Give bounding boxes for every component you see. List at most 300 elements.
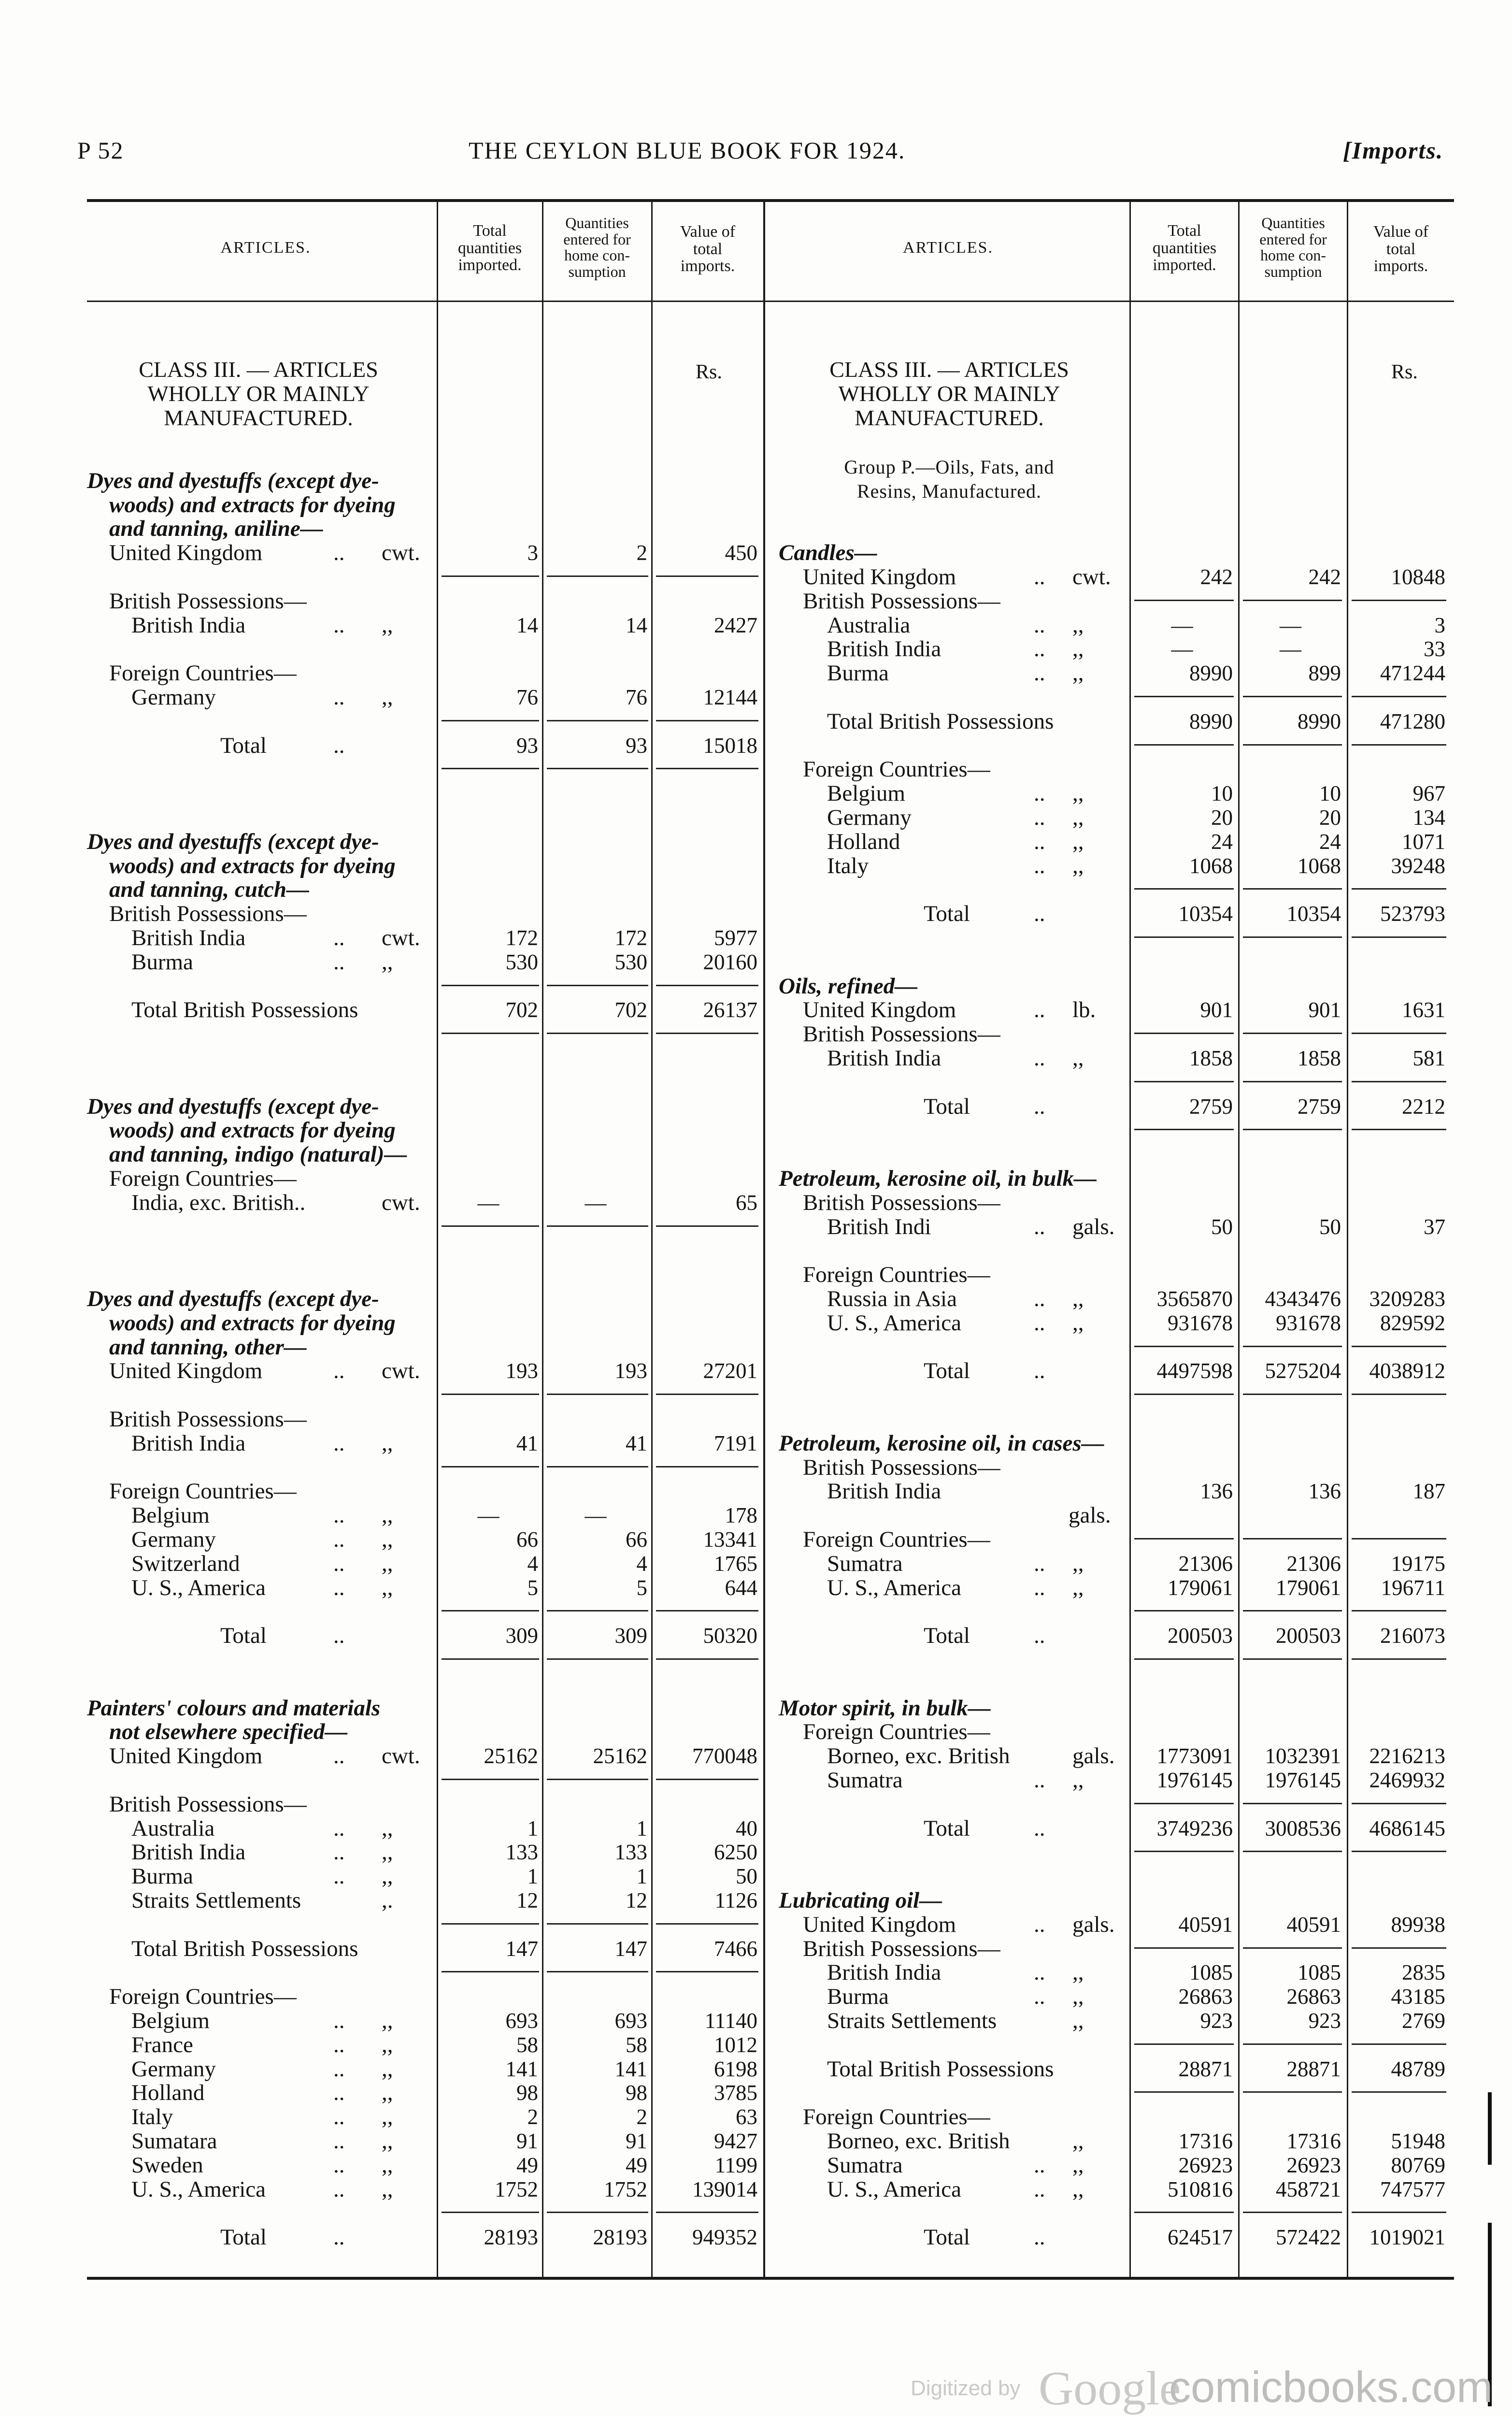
row-unit: ,,	[382, 2104, 393, 2130]
row-label: Total British Possessions	[131, 1936, 358, 1961]
row-label: British Indi	[827, 1214, 931, 1239]
subtotal-rule	[1352, 1947, 1446, 1949]
cell-value: 11140	[704, 2009, 757, 2033]
row-label: U. S., America	[827, 2176, 962, 2202]
row-label: Total	[924, 1358, 970, 1384]
cell-total-qty: 931678	[1168, 1310, 1233, 1335]
cell-value: 4038912	[1369, 1359, 1445, 1383]
subtotal-rule	[1243, 1658, 1342, 1660]
row-unit: cwt.	[382, 1190, 420, 1215]
row-label: British India	[131, 612, 246, 638]
table-bottom-rule	[87, 2277, 1454, 2280]
row-label: Belgium	[131, 1503, 210, 1528]
row-label: Dyes and dyestuffs (except dye-	[87, 1093, 379, 1119]
cell-value: 6198	[714, 2056, 757, 2081]
col-header-line: imported.	[1153, 256, 1216, 274]
row-leader-dots: ..	[1034, 1093, 1045, 1119]
cell-total-qty: 1858	[1189, 1046, 1233, 1070]
cell-total-qty: 3749236	[1156, 1816, 1233, 1841]
subtotal-rule	[656, 1658, 758, 1660]
cell-total-qty: 21306	[1178, 1551, 1233, 1576]
subtotal-rule	[1134, 2212, 1234, 2213]
row-label: Belgium	[827, 781, 905, 806]
cell-value: 43185	[1391, 1985, 1445, 2009]
row-leader-dots: ..	[333, 685, 345, 710]
cell-value: 19175	[1391, 1551, 1445, 1576]
row-label: not elsewhere specified—	[109, 1719, 348, 1745]
subtotal-rule	[1352, 1610, 1446, 1611]
cell-value: 949352	[692, 2225, 757, 2250]
row-label: woods) and extracts for dyeing	[109, 1310, 396, 1336]
row-label: Dyes and dyestuffs (except dye-	[87, 829, 379, 854]
row-label: United Kingdom	[109, 1358, 263, 1384]
cell-total-qty: 4	[527, 1551, 538, 1576]
row-label: United Kingdom	[803, 1912, 956, 1937]
subtotal-rule	[1243, 744, 1342, 746]
row-label: Germany	[131, 685, 216, 710]
row-unit: ,,	[1072, 805, 1084, 830]
cell-home-qty: 5275204	[1265, 1359, 1341, 1383]
row-label: British Possessions—	[803, 1021, 1000, 1047]
row-unit: gals.	[1072, 1912, 1115, 1937]
row-label: Foreign Countries—	[803, 1527, 990, 1552]
cell-home-qty: 4	[636, 1551, 647, 1576]
row-label: Burma	[131, 1864, 193, 1889]
cell-value: 139014	[692, 2177, 757, 2201]
row-label: Lubricating oil—	[779, 1888, 942, 1913]
subtotal-rule	[442, 720, 539, 721]
cell-home-qty: 25162	[593, 1744, 647, 1769]
column-rule	[1129, 200, 1131, 2278]
row-label: British India	[827, 1479, 941, 1504]
watermark-site: comicbooks.com	[1169, 2363, 1493, 2412]
row-leader-dots: ..	[333, 612, 345, 638]
subtotal-rule	[1134, 1033, 1234, 1034]
subtotal-rule	[656, 2212, 758, 2213]
cell-value: 178	[725, 1503, 757, 1528]
row-label: Australia	[131, 1815, 215, 1841]
cell-value: 2216213	[1369, 1744, 1445, 1769]
row-leader-dots: ..	[1034, 853, 1045, 878]
subtotal-rule	[1243, 1346, 1342, 1347]
row-label: British India	[131, 925, 246, 950]
cell-value: 1071	[1402, 829, 1445, 854]
row-unit: ,,	[1072, 1984, 1084, 2010]
row-label: Burma	[827, 661, 889, 686]
row-unit: gals.	[1072, 1743, 1115, 1769]
row-label: Burma	[827, 1984, 889, 2010]
row-label: Germany	[131, 2056, 216, 2082]
cell-total-qty: 624517	[1168, 2225, 1233, 2250]
row-unit: ,,	[382, 1815, 393, 1841]
row-leader-dots: ..	[1034, 829, 1045, 854]
row-label: Oils, refined—	[779, 973, 918, 999]
row-label: Petroleum, kerosine oil, in bulk—	[779, 1166, 1097, 1191]
row-unit: gals.	[1072, 1214, 1115, 1239]
cell-home-qty: 58	[626, 2032, 647, 2057]
row-unit: ,,	[382, 2080, 393, 2106]
subtotal-rule	[442, 2212, 539, 2213]
cell-total-qty: 20	[1211, 805, 1233, 830]
row-label: and tanning, cutch—	[109, 877, 309, 903]
column-rule	[1238, 200, 1240, 2278]
row-leader-dots: ..	[1034, 2152, 1045, 2178]
cell-home-qty: 20	[1319, 805, 1341, 830]
subtotal-rule	[1243, 1081, 1342, 1082]
cell-home-qty: 899	[1308, 661, 1341, 686]
cell-total-qty: 147	[505, 1936, 538, 1961]
column-rule	[1347, 200, 1348, 2278]
row-label: Italy	[827, 853, 869, 878]
cell-value: 2212	[1402, 1094, 1445, 1119]
class-heading-line: CLASS III. — ARTICLES	[139, 357, 378, 382]
cell-value: 13341	[703, 1527, 757, 1552]
cell-total-qty: 1	[527, 1864, 538, 1889]
group-heading	[773, 455, 1126, 503]
row-unit: ,,	[1072, 612, 1084, 638]
cell-total-qty: 26863	[1178, 1985, 1233, 2009]
subtotal-rule	[1243, 696, 1342, 697]
row-label: Belgium	[131, 2008, 210, 2033]
row-label: United Kingdom	[803, 997, 956, 1023]
row-label: and tanning, other—	[109, 1334, 307, 1360]
row-leader-dots: ..	[333, 1527, 345, 1552]
row-unit: ,,	[382, 685, 393, 710]
col-header-total-qty	[1131, 222, 1238, 274]
row-label: British India	[827, 636, 941, 662]
cell-home-qty: 2759	[1298, 1094, 1341, 1119]
row-unit: cwt.	[382, 1743, 420, 1769]
subtotal-rule	[656, 1466, 758, 1467]
subtotal-rule	[1243, 1947, 1342, 1949]
cell-home-qty: 5	[636, 1575, 647, 1600]
subtotal-rule	[442, 1658, 539, 1660]
cell-value: 9427	[714, 2129, 757, 2153]
cell-total-qty: 5	[527, 1575, 538, 1600]
cell-value: 40	[736, 1816, 757, 1841]
col-header-value	[653, 223, 762, 275]
cell-value: 450	[725, 541, 757, 565]
cell-total-qty: 1752	[495, 2177, 538, 2201]
class-heading-line: WHOLLY OR MAINLY	[838, 381, 1060, 406]
cell-value: 471244	[1380, 661, 1445, 686]
subtotal-rule	[1352, 1803, 1446, 1804]
subtotal-rule	[1352, 1346, 1446, 1347]
subtotal-rule	[1243, 2043, 1342, 2045]
row-unit: ,,	[1072, 1286, 1084, 1311]
subtotal-rule	[547, 575, 648, 577]
row-leader-dots: ..	[333, 1623, 345, 1649]
row-leader-dots: ..	[333, 2008, 345, 2033]
cell-home-qty: —	[585, 1190, 607, 1215]
cell-value: 1199	[714, 2153, 757, 2177]
row-leader-dots: ..	[333, 1503, 345, 1528]
row-unit: ,,	[1072, 636, 1084, 662]
cell-home-qty: 179061	[1276, 1575, 1341, 1600]
cell-total-qty: 200503	[1168, 1624, 1233, 1648]
subtotal-rule	[547, 1610, 648, 1611]
subtotal-rule	[656, 720, 758, 721]
subtotal-rule	[1134, 744, 1234, 746]
subtotal-rule	[1352, 600, 1446, 601]
subtotal-rule	[1243, 2091, 1342, 2093]
subtotal-rule	[547, 768, 648, 769]
cell-home-qty: 2	[636, 541, 647, 565]
cell-home-qty: 193	[614, 1359, 647, 1383]
col-header-line: Total	[1168, 222, 1201, 240]
row-leader-dots: ..	[1034, 1551, 1045, 1576]
row-unit: cwt.	[382, 925, 420, 950]
row-label: Total British Possessions	[827, 2056, 1054, 2082]
row-label: France	[131, 2032, 193, 2057]
cell-home-qty: 172	[614, 926, 647, 950]
cell-home-qty: —	[1280, 637, 1301, 662]
row-label: Sumatra	[827, 2152, 903, 2178]
subtotal-rule	[1134, 1538, 1234, 1539]
row-label: Painters' colours and materials	[87, 1695, 381, 1721]
subtotal-rule	[656, 1923, 758, 1925]
row-label: woods) and extracts for dyeing	[109, 492, 396, 518]
row-label: British Possessions—	[803, 1454, 1000, 1480]
col-header-line: imports.	[1373, 257, 1428, 275]
subtotal-rule	[1243, 1033, 1342, 1034]
cell-total-qty: 40591	[1178, 1912, 1233, 1937]
row-label: Foreign Countries—	[803, 1262, 990, 1288]
cell-home-qty: —	[585, 1503, 607, 1528]
cell-value: 51948	[1391, 2129, 1445, 2153]
row-label: Foreign Countries—	[803, 1719, 990, 1745]
cell-home-qty: 12	[626, 1888, 647, 1913]
col-header-line: quantities	[1152, 239, 1217, 257]
col-header-line: sumption	[1264, 262, 1322, 280]
cell-total-qty: 4497598	[1156, 1359, 1233, 1383]
row-label: and tanning, aniline—	[109, 516, 323, 542]
subtotal-rule	[1352, 1081, 1446, 1082]
row-label: British Possessions—	[109, 1791, 307, 1817]
col-header-line: Value of	[680, 223, 736, 241]
row-label: gals.	[1069, 1503, 1111, 1528]
subtotal-rule	[656, 1394, 758, 1395]
subtotal-rule	[656, 1779, 758, 1780]
row-unit: ,,	[382, 1551, 393, 1576]
row-leader-dots: ..	[333, 733, 345, 758]
subtotal-rule	[442, 1225, 539, 1227]
row-leader-dots: ..	[333, 2176, 345, 2202]
row-leader-dots: ..	[333, 2056, 345, 2082]
row-leader-dots: ..	[1034, 1358, 1045, 1384]
row-unit: ,,	[382, 1575, 393, 1600]
cell-value: 196711	[1381, 1575, 1445, 1600]
row-label: United Kingdom	[109, 540, 263, 566]
row-label: Petroleum, kerosine oil, in cases—	[779, 1430, 1104, 1456]
row-unit: ,,	[382, 612, 393, 638]
subtotal-rule	[1243, 1129, 1342, 1130]
row-label: British Possessions—	[803, 1190, 1000, 1215]
row-label: Total	[924, 1623, 970, 1649]
cell-value: 6250	[714, 1840, 757, 1865]
cell-home-qty: 147	[614, 1936, 647, 1961]
row-label: Foreign Countries—	[109, 661, 297, 686]
cell-home-qty: 50	[1319, 1214, 1341, 1239]
row-label: Sweden	[131, 2152, 203, 2178]
row-unit: ,,	[1072, 2176, 1084, 2202]
cell-home-qty: 10354	[1286, 902, 1341, 926]
row-label: Straits Settlements	[131, 1888, 301, 1913]
cell-total-qty: 49	[516, 2153, 538, 2177]
cell-total-qty: 309	[505, 1624, 538, 1648]
row-leader-dots: ..	[333, 1743, 345, 1769]
cell-value: 50320	[703, 1624, 757, 1648]
row-unit: ,,	[1072, 1960, 1084, 1985]
col-header-home-qty	[544, 215, 650, 280]
subtotal-rule	[442, 1971, 539, 1972]
row-leader-dots: ..	[1034, 2225, 1045, 2250]
subtotal-rule	[1352, 1851, 1446, 1852]
cell-value: 829592	[1380, 1310, 1445, 1335]
row-label: Australia	[827, 612, 911, 638]
row-unit: ,,	[382, 2128, 393, 2154]
cell-value: 3785	[714, 2081, 757, 2105]
column-rule	[763, 200, 765, 2278]
cell-home-qty: 242	[1308, 565, 1341, 589]
col-header-articles: ARTICLES.	[903, 239, 993, 257]
col-header-line: quantities	[457, 239, 522, 257]
page-title: THE CEYLON BLUE BOOK FOR 1924.	[469, 137, 906, 164]
col-header-line: Value of	[1373, 223, 1429, 241]
col-header-line: entered for	[1259, 230, 1327, 248]
cell-value: 27201	[703, 1359, 757, 1383]
row-unit: ,,	[1072, 853, 1084, 878]
cell-total-qty: 901	[1200, 998, 1233, 1022]
subtotal-rule	[656, 985, 758, 986]
row-leader-dots: ..	[1034, 1984, 1045, 2010]
cell-total-qty: 136	[1200, 1479, 1233, 1504]
subtotal-rule	[547, 1225, 648, 1227]
col-header-articles: ARTICLES.	[220, 239, 311, 257]
cell-total-qty: 141	[505, 2056, 538, 2081]
row-leader-dots: ..	[1034, 1046, 1045, 1071]
subtotal-rule	[442, 1033, 539, 1034]
cell-home-qty: 28871	[1286, 2056, 1341, 2081]
cell-total-qty: 1085	[1189, 1960, 1233, 1985]
row-label: British India	[131, 1840, 246, 1865]
row-label: British India	[827, 1960, 941, 1985]
cell-total-qty: 14	[516, 613, 538, 637]
row-leader-dots: ..	[1034, 1623, 1045, 1649]
subtotal-rule	[656, 768, 758, 769]
row-unit: cwt.	[382, 1358, 420, 1384]
subtotal-rule	[1134, 1947, 1234, 1949]
cell-total-qty: 693	[505, 2009, 538, 2033]
cell-value: 20160	[703, 949, 757, 974]
cell-total-qty: 26923	[1178, 2153, 1233, 2177]
row-label: Sumatra	[827, 1768, 903, 1793]
cell-home-qty: 21306	[1286, 1551, 1341, 1576]
cell-home-qty: 28193	[593, 2225, 647, 2250]
row-leader-dots: ..	[333, 1840, 345, 1865]
row-label: British Possessions—	[109, 901, 307, 927]
row-label: India, exc. British..	[131, 1190, 306, 1215]
group-heading-line: Group P.—Oils, Fats, and	[844, 456, 1055, 478]
subtotal-rule	[656, 575, 758, 577]
col-header-line: entered for	[563, 230, 631, 248]
cell-value: 33	[1424, 637, 1445, 662]
cell-value: 1019021	[1369, 2225, 1445, 2250]
class-heading	[773, 358, 1126, 430]
cell-value: 967	[1412, 781, 1445, 806]
col-header-line: Total	[473, 222, 507, 240]
row-leader-dots: ..	[333, 2032, 345, 2057]
subtotal-rule	[1243, 1803, 1342, 1804]
row-label: Foreign Countries—	[803, 2104, 990, 2130]
subtotal-rule	[1134, 936, 1234, 938]
col-header-line: home con-	[1260, 246, 1326, 264]
cell-total-qty: 1773091	[1156, 1744, 1233, 1769]
page-number: P 52	[77, 137, 124, 164]
cell-value: 134	[1412, 805, 1445, 830]
row-leader-dots: ..	[333, 2104, 345, 2130]
row-label: U. S., America	[827, 1575, 962, 1600]
row-leader-dots: ..	[333, 925, 345, 950]
subtotal-rule	[1134, 1803, 1234, 1804]
cell-total-qty: 3	[527, 541, 538, 565]
cell-value: 747577	[1380, 2177, 1445, 2201]
row-label: British Possessions—	[803, 1936, 1000, 1961]
row-leader-dots: ..	[333, 2080, 345, 2106]
cell-home-qty: 1858	[1298, 1046, 1341, 1070]
cell-home-qty: 8990	[1298, 709, 1341, 733]
cell-total-qty: 530	[505, 949, 538, 974]
row-leader-dots: ..	[333, 1815, 345, 1841]
cell-total-qty: 172	[505, 926, 538, 950]
row-unit: ,,	[382, 2176, 393, 2202]
row-leader-dots: ..	[1034, 1575, 1045, 1600]
subtotal-rule	[1134, 1081, 1234, 1082]
cell-value: 65	[736, 1190, 757, 1215]
col-header-line: sumption	[568, 262, 626, 280]
cell-total-qty: 41	[516, 1431, 538, 1455]
cell-total-qty: 2759	[1189, 1094, 1233, 1119]
cell-home-qty: 309	[614, 1624, 647, 1648]
class-heading	[82, 358, 435, 430]
row-label: Total	[924, 2225, 970, 2250]
cell-home-qty: 141	[614, 2056, 647, 2081]
cell-value: 770048	[692, 1744, 757, 1769]
row-leader-dots: ..	[1034, 1310, 1045, 1336]
row-unit: ,,	[1072, 829, 1084, 854]
subtotal-rule	[656, 1971, 758, 1972]
row-leader-dots: ..	[333, 949, 345, 975]
row-label: Foreign Countries—	[109, 1984, 297, 2010]
row-label: Dyes and dyestuffs (except dye-	[87, 1286, 379, 1311]
cell-value: 523793	[1380, 902, 1445, 926]
row-label: U. S., America	[131, 1575, 266, 1600]
cell-home-qty: 49	[626, 2153, 647, 2177]
cell-home-qty: 10	[1319, 781, 1341, 806]
cell-total-qty: 76	[516, 685, 538, 709]
row-label: U. S., America	[827, 1310, 962, 1336]
row-leader-dots: ..	[1034, 1286, 1045, 1311]
row-label: Total	[220, 2225, 267, 2250]
cell-value: 89938	[1391, 1912, 1445, 1937]
row-label: Motor spirit, in bulk—	[779, 1695, 991, 1721]
subtotal-rule	[442, 1394, 539, 1395]
cell-total-qty: —	[1171, 637, 1193, 662]
cell-home-qty: 24	[1319, 829, 1341, 854]
subtotal-rule	[547, 1466, 648, 1467]
cell-value: 644	[725, 1575, 757, 1600]
column-rule	[651, 200, 653, 2278]
